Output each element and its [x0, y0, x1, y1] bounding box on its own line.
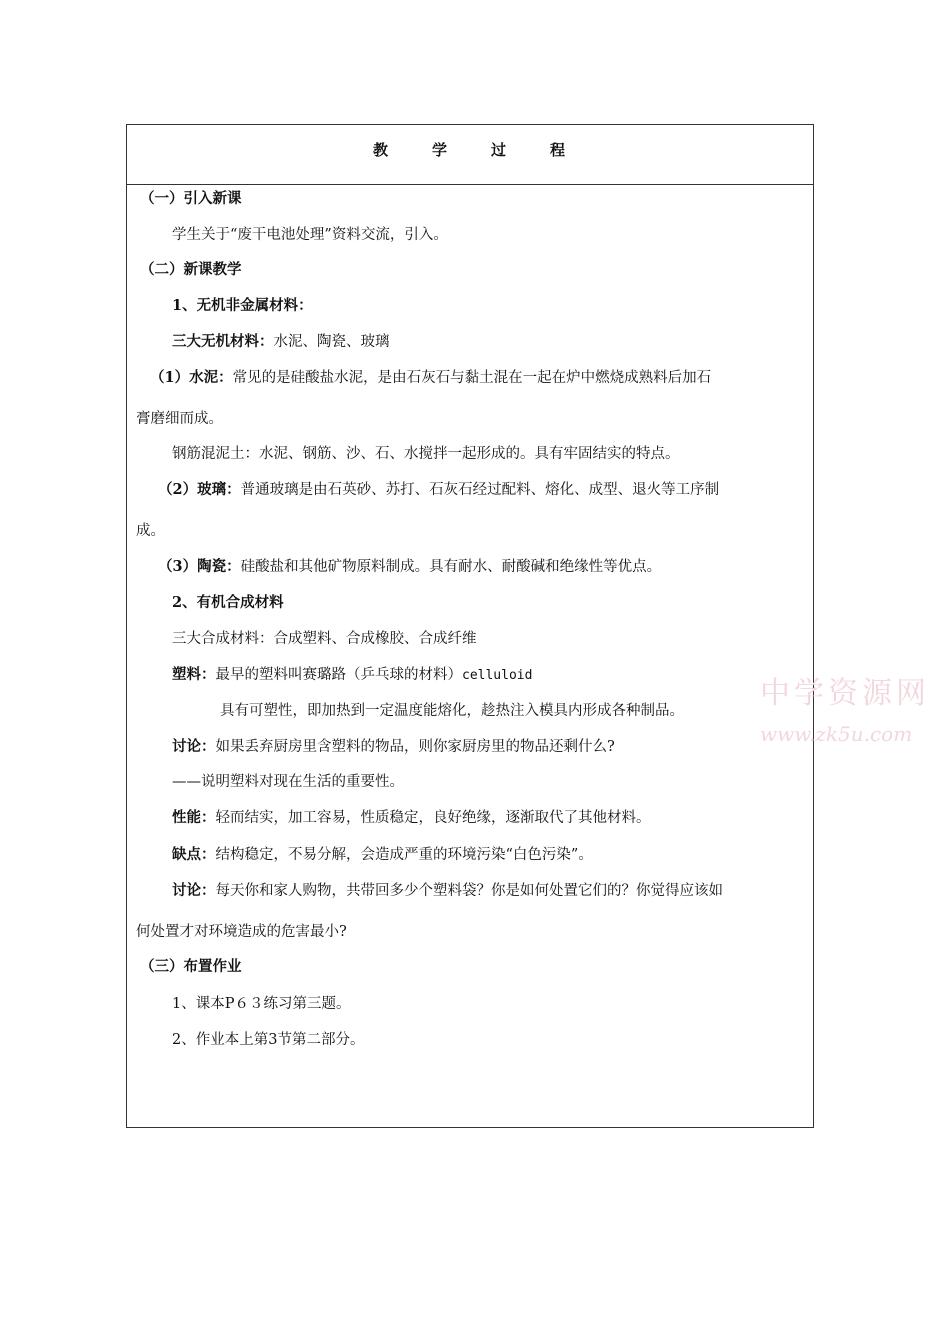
text-line-l10: [172, 593, 284, 613]
text-run: 2、作业本上第3节第二部分。: [172, 1032, 365, 1048]
text-run: （3）陶瓷：: [158, 558, 241, 575]
text-run: 普通玻璃是由石英砂、苏打、石灰石经过配料、熔化、成型、退火等工序制: [240, 482, 720, 498]
text-line-l15: [172, 772, 404, 792]
watermark-url: www.zk5u.com: [760, 722, 913, 746]
table-title: [127, 139, 813, 160]
text-run: 1、无机非金属材料：: [172, 297, 313, 314]
text-run: 如果丢弃厨房里含塑料的物品，则你家厨房里的物品还剩什么?: [215, 739, 615, 755]
text-run: celluloid: [462, 668, 533, 683]
text-line-l16: [172, 808, 651, 828]
text-line-l7: [158, 480, 719, 500]
text-line-l1: [172, 225, 448, 245]
text-run: 成。: [136, 523, 165, 539]
text-run: （三）布置作业: [140, 958, 242, 975]
text-run: 常见的是硅酸盐水泥，是由石灰石与黏土混在一起在炉中燃烧成熟料后加石: [232, 370, 712, 386]
text-run: 1、课本P６３练习第三题。: [172, 996, 351, 1012]
text-line-l13: [220, 701, 684, 721]
text-run: 硅酸盐和其他矿物原料制成。具有耐水、耐酸碱和绝缘性等优点。: [240, 559, 662, 575]
text-run: 讨论：: [172, 738, 216, 755]
text-run: 三大合成材料：合成塑料、合成橡胶、合成纤维: [172, 631, 477, 647]
text-line-s2: [140, 260, 242, 280]
text-run: 轻而结实，加工容易，性质稳定，良好绝缘，逐渐取代了其他材料。: [215, 810, 651, 826]
text-line-l3: [172, 332, 390, 352]
text-run: 具有可塑性，即加热到一定温度能熔化，趁热注入模具内形成各种制品。: [220, 703, 684, 719]
text-line-l6: [172, 444, 680, 464]
text-line-l12: [172, 665, 532, 686]
text-line-l9: [158, 557, 661, 577]
text-run: （二）新课教学: [140, 261, 242, 278]
text-run: 2、有机合成材料: [172, 594, 284, 611]
text-run: 膏磨细而成。: [136, 411, 223, 427]
text-run: 缺点：: [172, 846, 216, 863]
title-char: 教: [372, 141, 390, 159]
title-char: 过: [491, 141, 509, 159]
text-line-l21: [172, 1030, 364, 1050]
text-line-l5: [136, 409, 223, 429]
text-line-s1: [140, 189, 242, 209]
text-line-l2: [172, 296, 313, 316]
text-run: 每天你和家人购物，共带回多少个塑料袋？你是如何处置它们的？你觉得应该如: [215, 883, 723, 899]
text-line-l8: [136, 521, 165, 541]
text-run: 性能：: [172, 809, 216, 826]
text-run: ——说明塑料对现在生活的重要性。: [172, 774, 404, 790]
text-run: 水泥、陶瓷、玻璃: [273, 334, 390, 350]
text-run: （2）玻璃：: [158, 481, 241, 498]
text-line-l19: [136, 922, 347, 942]
text-run: 结构稳定，不易分解，会造成严重的环境污染“白色污染”。: [215, 847, 593, 863]
text-run: 三大无机材料：: [172, 333, 274, 350]
text-line-l14: [172, 737, 615, 757]
text-run: 讨论：: [172, 882, 216, 899]
text-run: （一）引入新课: [140, 190, 242, 207]
table-header-row: [127, 125, 813, 185]
text-run: 钢筋混泥土：水泥、钢筋、沙、石、水搅拌一起形成的。具有牢固结实的特点。: [172, 446, 680, 462]
text-run: （1）水泥：: [150, 369, 233, 386]
title-char: 学: [431, 141, 449, 159]
text-run: 最早的塑料叫赛璐路（乒乓球的材料）: [215, 667, 462, 683]
watermark-text: 中学资源网: [760, 676, 930, 711]
text-run: 塑料：: [172, 666, 216, 683]
text-line-l20: [172, 994, 350, 1014]
text-line-l17: [172, 845, 593, 865]
title-char: 程: [550, 141, 568, 159]
text-line-s3: [140, 957, 242, 977]
text-line-l11: [172, 629, 477, 649]
text-run: 何处置才对环境造成的危害最小?: [136, 924, 347, 940]
text-line-l18: [172, 881, 723, 901]
text-line-l4: [150, 368, 711, 388]
text-run: 学生关于“废干电池处理”资料交流，引入。: [172, 227, 448, 243]
